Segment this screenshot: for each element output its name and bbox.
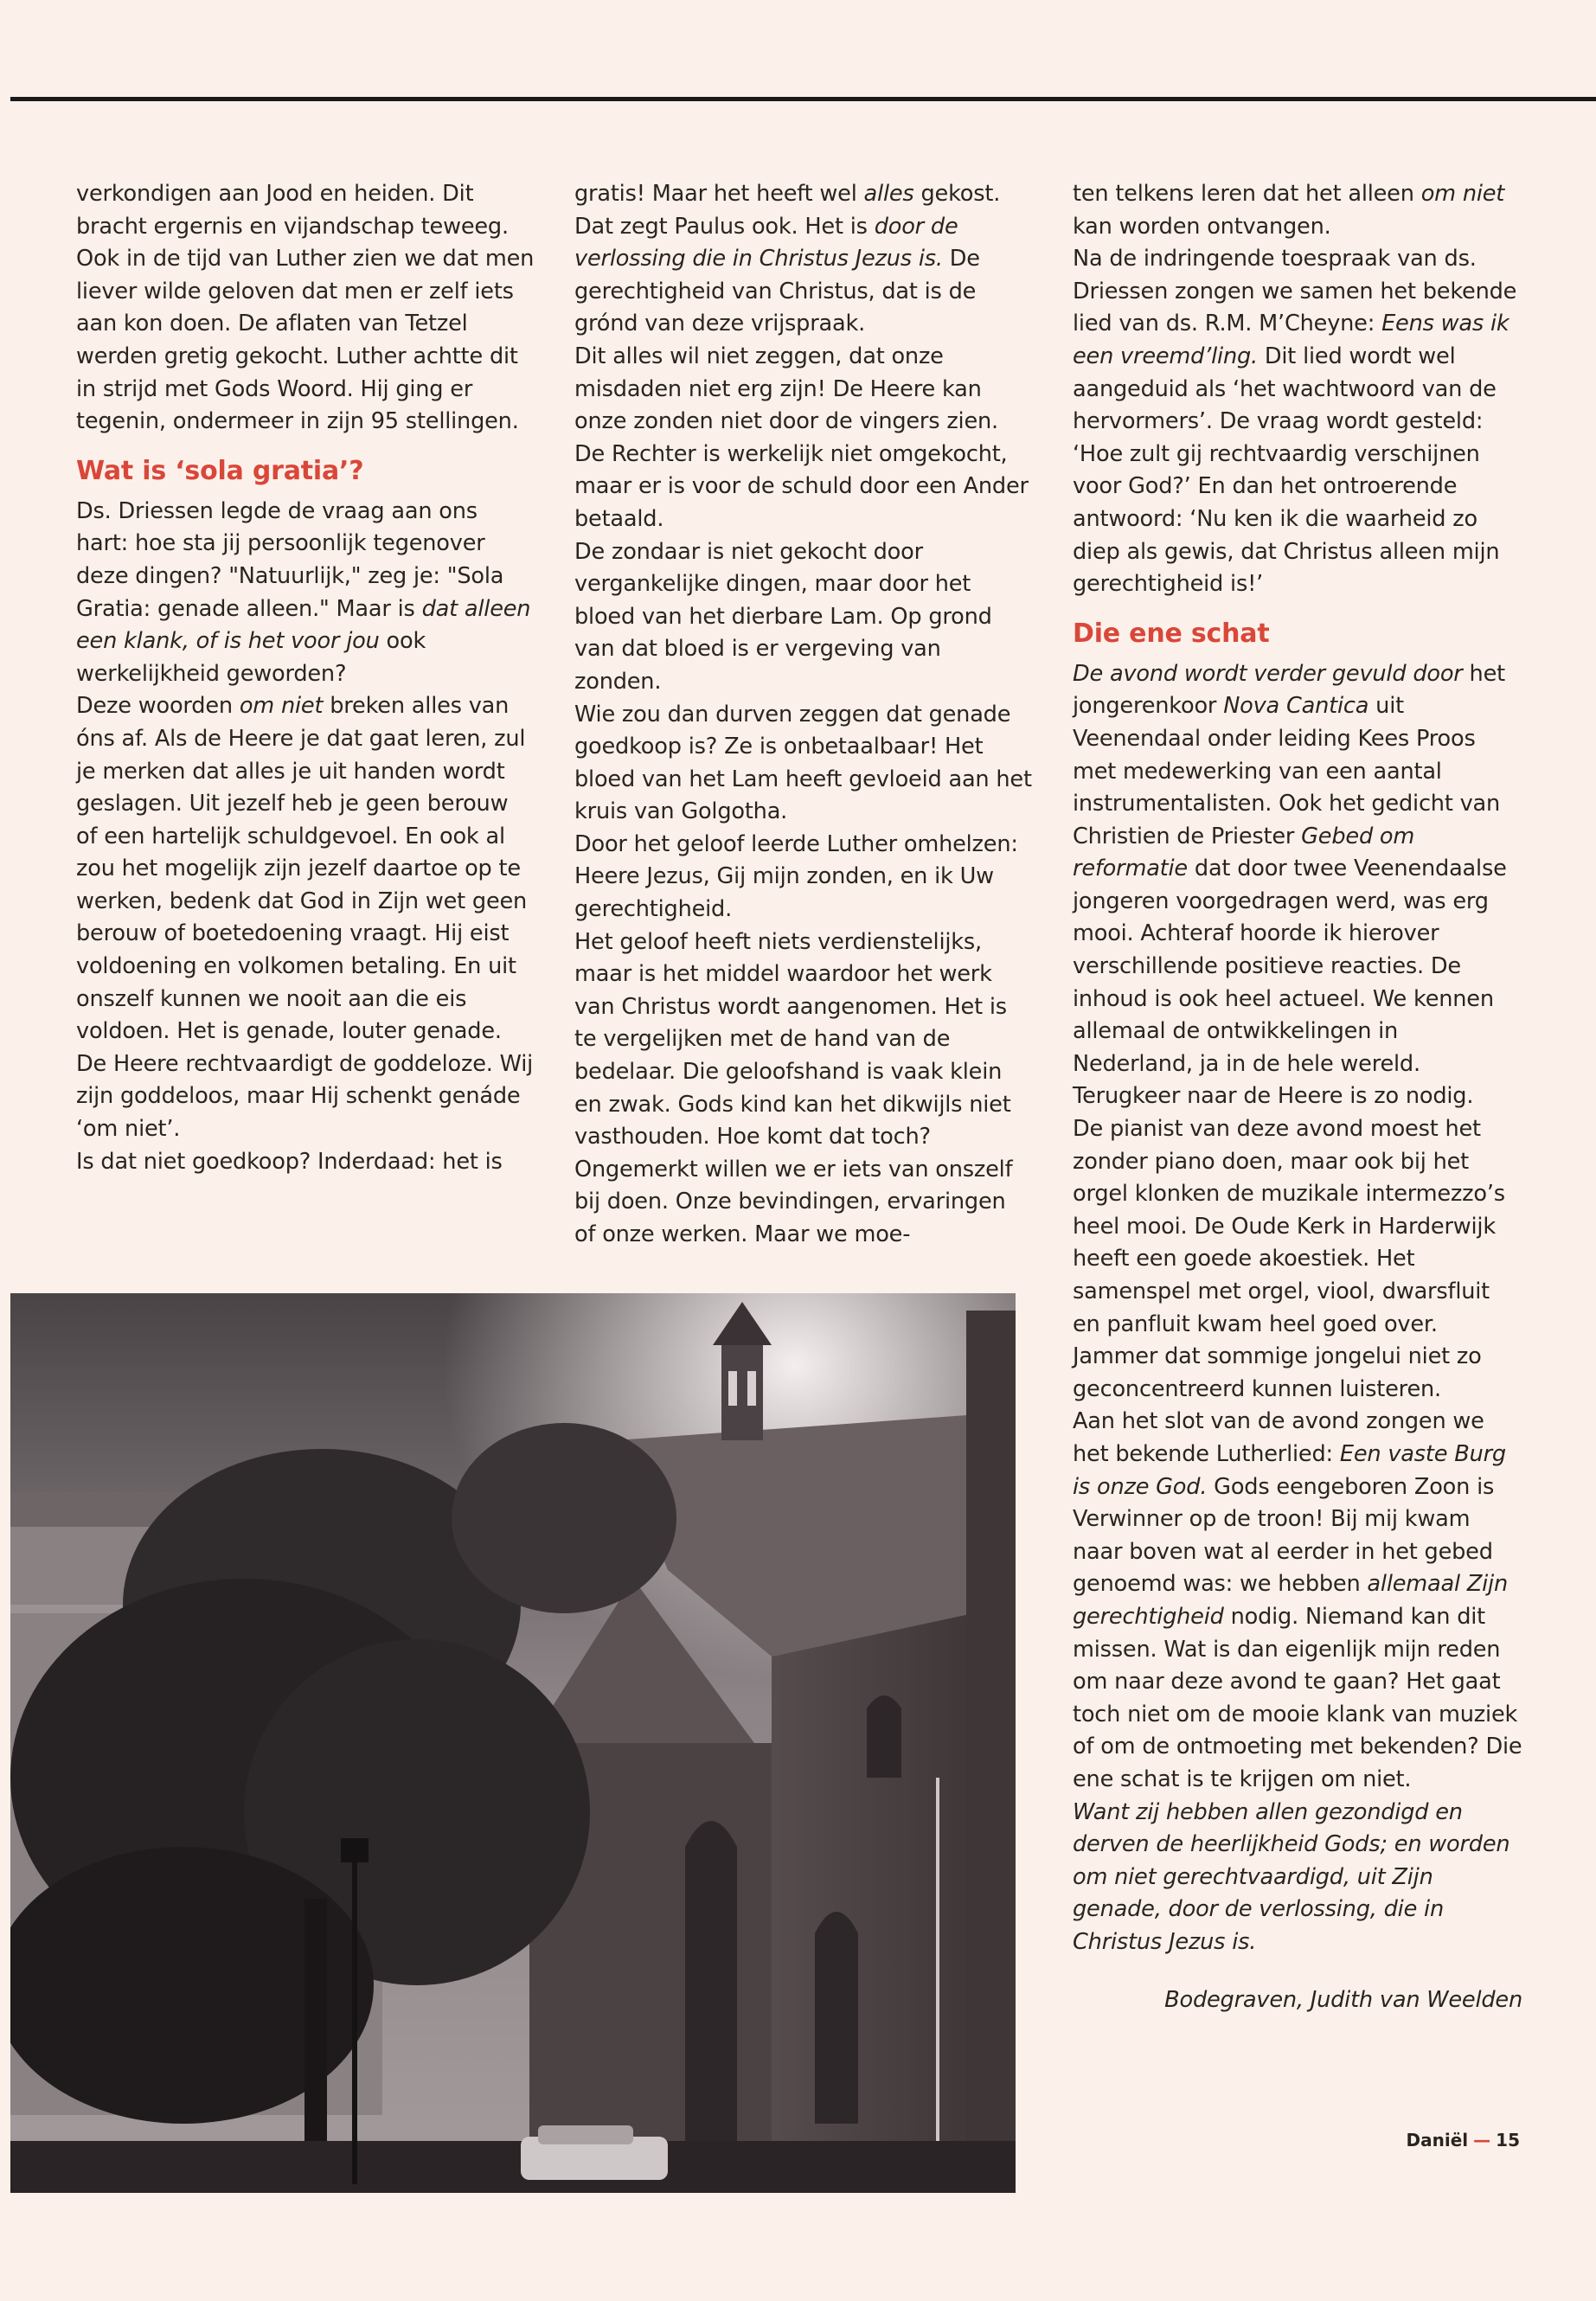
column-2: [574, 178, 1033, 1252]
section-heading: Wat is ‘sola gratia’?: [76, 455, 364, 486]
paragraph: De Heere rechtvaardigt de goddeloze. Wij zijn goddeloos, maar Hij schenkt genáde ‘om niet’.: [76, 1050, 534, 1143]
paragraph: Dit alles wil niet zeggen, dat onze misdaden niet erg zijn! De Heere kan onze zonden niet door de vingers zien. De Rechter is werkelijk niet omgekocht, maar er is voor de schuld door een Ander betaald.: [574, 343, 1029, 532]
paragraph: Wie zou dan durven zeggen dat genade goedkoop is? Ze is onbetaalbaar! Het bloed van het Lam heeft gevloeid aan het kruis van Golgotha.: [574, 701, 1032, 825]
section-heading: Die ene schat: [1073, 618, 1270, 649]
paragraph: Door het geloof leerde Luther omhelzen: Heere Jezus, Gij mijn zonden, en ik Uw gerechtigheid.: [574, 830, 1018, 923]
paragraph: Deze woorden om niet breken alles van óns af. Als de Heere je dat gaat leren, zul je merken dat alles je uit handen wordt geslagen. Uit jezelf heb je geen berouw of een hartelijk schuldgevoel. En ook al zou het mogelijk zijn jezelf daartoe op te werken, bedenk dat God in Zijn wet geen berouw of boetedoening vraagt. Hij eist voldoening en volkomen betaling. En uit onszelf kunnen we nooit aan die eis voldoen. Het is genade, louter genade.: [76, 693, 528, 1045]
paragraph: Is dat niet goedkoop? Inderdaad: het is: [76, 1148, 503, 1175]
magazine-name: Daniël: [1406, 2130, 1469, 2150]
paragraph: De zondaar is niet gekocht door vergankelijke dingen, maar door het bloed van het dierbare Lam. Op grond van dat bloed is er vergeving van zonden.: [574, 538, 992, 695]
paragraph: Aan het slot van de avond zongen we het bekende Lutherlied: Een vaste Burg is onze God. Gods eengeboren Zoon is Verwinner op de troon! Bij mij kwam naar boven wat al eerder in het gebed genoemd was: we hebben allemaal Zijn gerechtigheid nodig. Niemand kan dit missen. Wat is dan eigenlijk mijn reden om naar deze avond te gaan? Het gaat toch niet om de mooie klank van muziek of om de ontmoeting met bekenden? Die ene schat is te krijgen om niet.: [1073, 1408, 1522, 1792]
paragraph: ten telkens leren dat het alleen om niet kan worden ontvangen.: [1073, 181, 1505, 240]
column-3: [1073, 178, 1522, 2017]
author-signature: Bodegraven, Judith van Weelden: [1164, 1987, 1522, 2014]
church-photo: [10, 1293, 1016, 2193]
paragraph: De avond wordt verder gevuld door het jongerenkoor Nova Cantica uit Veenendaal onder leiding Kees Proos met medewerking van een aantal instrumentalisten. Ook het gedicht van Christien de Priester Gebed om reformatie dat door twee Veenendaalse jongeren voorgedragen werd, was erg mooi. Achteraf hoorde ik hierover verschillende positieve reacties. De inhoud is ook heel actueel. We kennen allemaal de ontwikkelingen in Nederland, ja in de hele wereld. Terugkeer naar de Heere is zo nodig.: [1073, 660, 1507, 1110]
column-1: [76, 178, 535, 1178]
paragraph: De pianist van deze avond moest het zonder piano doen, maar ook bij het orgel klonken de muzikale intermezzo’s heel mooi. De Oude Kerk in Harderwijk heeft een goede akoestiek. Het samenspel met orgel, viool, dwarsfluit en panfluit kwam heel goed over. Jammer dat sommige jongelui niet zo geconcentreerd kunnen luisteren.: [1073, 1116, 1505, 1402]
top-rule: [10, 97, 1596, 101]
paragraph: Ds. Driessen legde de vraag aan ons hart: hoe sta jij persoonlijk tegenover deze dingen? "Natuurlijk," zeg je: "Sola Gratia: genade alleen." Maar is dat alleen een klank, of is het voor jou ook werkelijkheid geworden?: [76, 497, 531, 687]
paragraph: verkondigen aan Jood en heiden. Dit bracht ergernis en vijandschap teweeg. Ook in de tijd van Luther zien we dat men liever wilde geloven dat men er zelf iets aan kon doen. De aflaten van Tetzel werden gretig gekocht. Luther achtte dit in strijd met Gods Woord. Hij ging er tegenin, ondermeer in zijn 95 stellingen.: [76, 181, 535, 435]
paragraph: Na de indringende toespraak van ds. Driessen zongen we samen het bekende lied van ds. R.M. M’Cheyne: Eens was ik een vreemd’ling. Dit lied wordt wel aangeduid als ‘het wachtwoord van de hervormers’. De vraag wordt gesteld: ‘Hoe zult gij rechtvaardig verschijnen voor God?’ En dan het ontroerende antwoord: ‘Nu ken ik die waarheid zo diep als gewis, dat Christus alleen mijn gerechtigheid is!’: [1073, 246, 1517, 598]
page-number: 15: [1496, 2130, 1520, 2150]
page-footer: [1407, 2130, 1520, 2150]
footer-separator: —: [1473, 2130, 1491, 2150]
paragraph: Het geloof heeft niets verdienstelijks, maar is het middel waardoor het werk van Christus wordt aangenomen. Het is te vergelijken met de hand van de bedelaar. Die geloofshand is vaak klein en zwak. Gods kind kan het dikwijls niet vasthouden. Hoe komt dat toch? Ongemerkt willen we er iets van onszelf bij doen. Onze bevindingen, ervaringen of onze werken. Maar we moe-: [574, 928, 1013, 1247]
bible-quote: Want zij hebben allen gezondigd en derven de heerlijkheid Gods; en worden om niet gerechtvaardigd, uit Zijn genade, door de verlossing, die in Christus Jezus is.: [1073, 1798, 1510, 1955]
paragraph: gratis! Maar het heeft wel alles gekost. Dat zegt Paulus ook. Het is door de verlossing die in Christus Jezus is. De gerechtigheid van Christus, dat is de grónd van deze vrijspraak.: [574, 181, 1001, 337]
